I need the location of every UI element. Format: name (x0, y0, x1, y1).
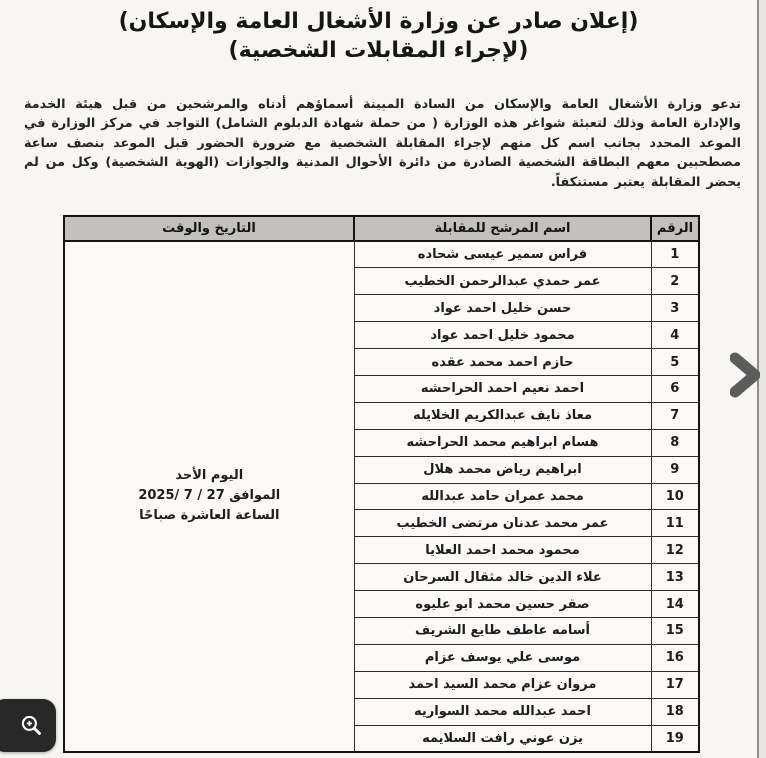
candidate-name: معاذ نايف عبدالكريم الخلايله (354, 402, 651, 429)
zoom-in-icon (19, 713, 44, 738)
announcement-title (0, 0, 757, 65)
candidate-name: فراس سمير عيسى شحاده (354, 241, 651, 268)
next-page-button[interactable] (730, 351, 760, 399)
candidate-name: أسامه عاطف طايع الشريف (354, 617, 651, 644)
schedule-day: اليوم الأحد (175, 468, 244, 484)
candidate-name: محمود محمد احمد العلايا (354, 537, 651, 564)
schedule-cell (64, 241, 354, 752)
title-line-2: (لإجراء المقابلات الشخصية) (228, 38, 529, 63)
candidate-number: 10 (651, 483, 699, 510)
header-datetime: التاريخ والوقت (64, 216, 354, 241)
candidate-name: صقر حسين محمد ابو عليوه (354, 591, 651, 618)
candidate-name: احمد نعيم احمد الحراحشه (354, 375, 651, 402)
candidate-name: محمد عمران حامد عبدالله (354, 483, 651, 510)
candidate-name: علاء الدين خالد مثقال السرحان (354, 564, 651, 591)
candidate-number: 1 (651, 241, 699, 268)
candidate-name: عمر محمد عدنان مرتضى الخطيب (354, 510, 651, 537)
candidate-number: 9 (651, 456, 699, 483)
announcement-body-text: تدعو وزارة الأشغال العامة والإسكان من السادة المبينة أسماؤهم أدناه والمرشحين من قبل هيئة الخدمة والإدارة العامة وذلك لتعبئة شواغر هذه الوزارة ( من حملة شهادة الدبلوم الشامل) التواجد في مركز الوزارة في الموعد المحدد بجانب اسم كل منهم لإجراء المقابلة الشخصية مع ضرورة الحضور قبل الموعد بنصف ساعة مصطحبين معهم البطاقة الشخصية الصادرة من دائرة الأحوال المدنية والجوازات (الهوية الشخصية) وكل من لم يحضر المقابلة يعتبر مستنكفاً. (24, 97, 741, 190)
candidate-number: 17 (651, 671, 699, 698)
header-name: اسم المرشح للمقابلة (354, 216, 651, 241)
candidate-name: يزن عوني رافت السلايمه (354, 725, 651, 752)
candidate-number: 3 (651, 295, 699, 322)
candidate-number: 16 (651, 644, 699, 671)
candidate-name: حسن خليل احمد عواد (354, 295, 651, 322)
zoom-in-button[interactable] (0, 699, 56, 752)
candidate-number: 8 (651, 429, 699, 456)
schedule-date: الموافق 27 / 7 /2025 (138, 488, 281, 504)
candidate-number: 6 (651, 375, 699, 402)
candidate-number: 4 (651, 322, 699, 349)
candidate-number: 18 (651, 698, 699, 725)
candidate-number: 15 (651, 617, 699, 644)
candidate-name: احمد عبدالله محمد السواريه (354, 698, 651, 725)
candidate-number: 7 (651, 402, 699, 429)
candidate-name: عمر حمدي عبدالرحمن الخطيب (354, 268, 651, 295)
candidates-table (63, 215, 700, 753)
candidate-name: موسى علي يوسف عزام (354, 644, 651, 671)
candidate-number: 14 (651, 591, 699, 618)
candidate-number: 19 (651, 725, 699, 752)
candidate-number: 5 (651, 349, 699, 376)
table-row (64, 241, 699, 268)
table-body (64, 241, 699, 752)
candidate-name: حازم احمد محمد عقده (354, 349, 651, 376)
title-line-1: (إعلان صادر عن وزارة الأشغال العامة والإسكان) (118, 9, 639, 34)
table-header-row (64, 216, 699, 241)
chevron-right-icon (730, 351, 760, 399)
candidate-name: محمود خليل احمد عواد (354, 322, 651, 349)
candidate-number: 13 (651, 564, 699, 591)
candidate-number: 2 (651, 268, 699, 295)
header-number: الرقم (651, 216, 699, 241)
candidate-number: 12 (651, 537, 699, 564)
candidate-name: هسام ابراهيم محمد الحراحشه (354, 429, 651, 456)
candidate-name: ابراهيم رياض محمد هلال (354, 456, 651, 483)
candidate-number: 11 (651, 510, 699, 537)
candidate-name: مروان عزام محمد السيد احمد (354, 671, 651, 698)
schedule-time: الساعة العاشرة صباحًا (139, 508, 280, 524)
